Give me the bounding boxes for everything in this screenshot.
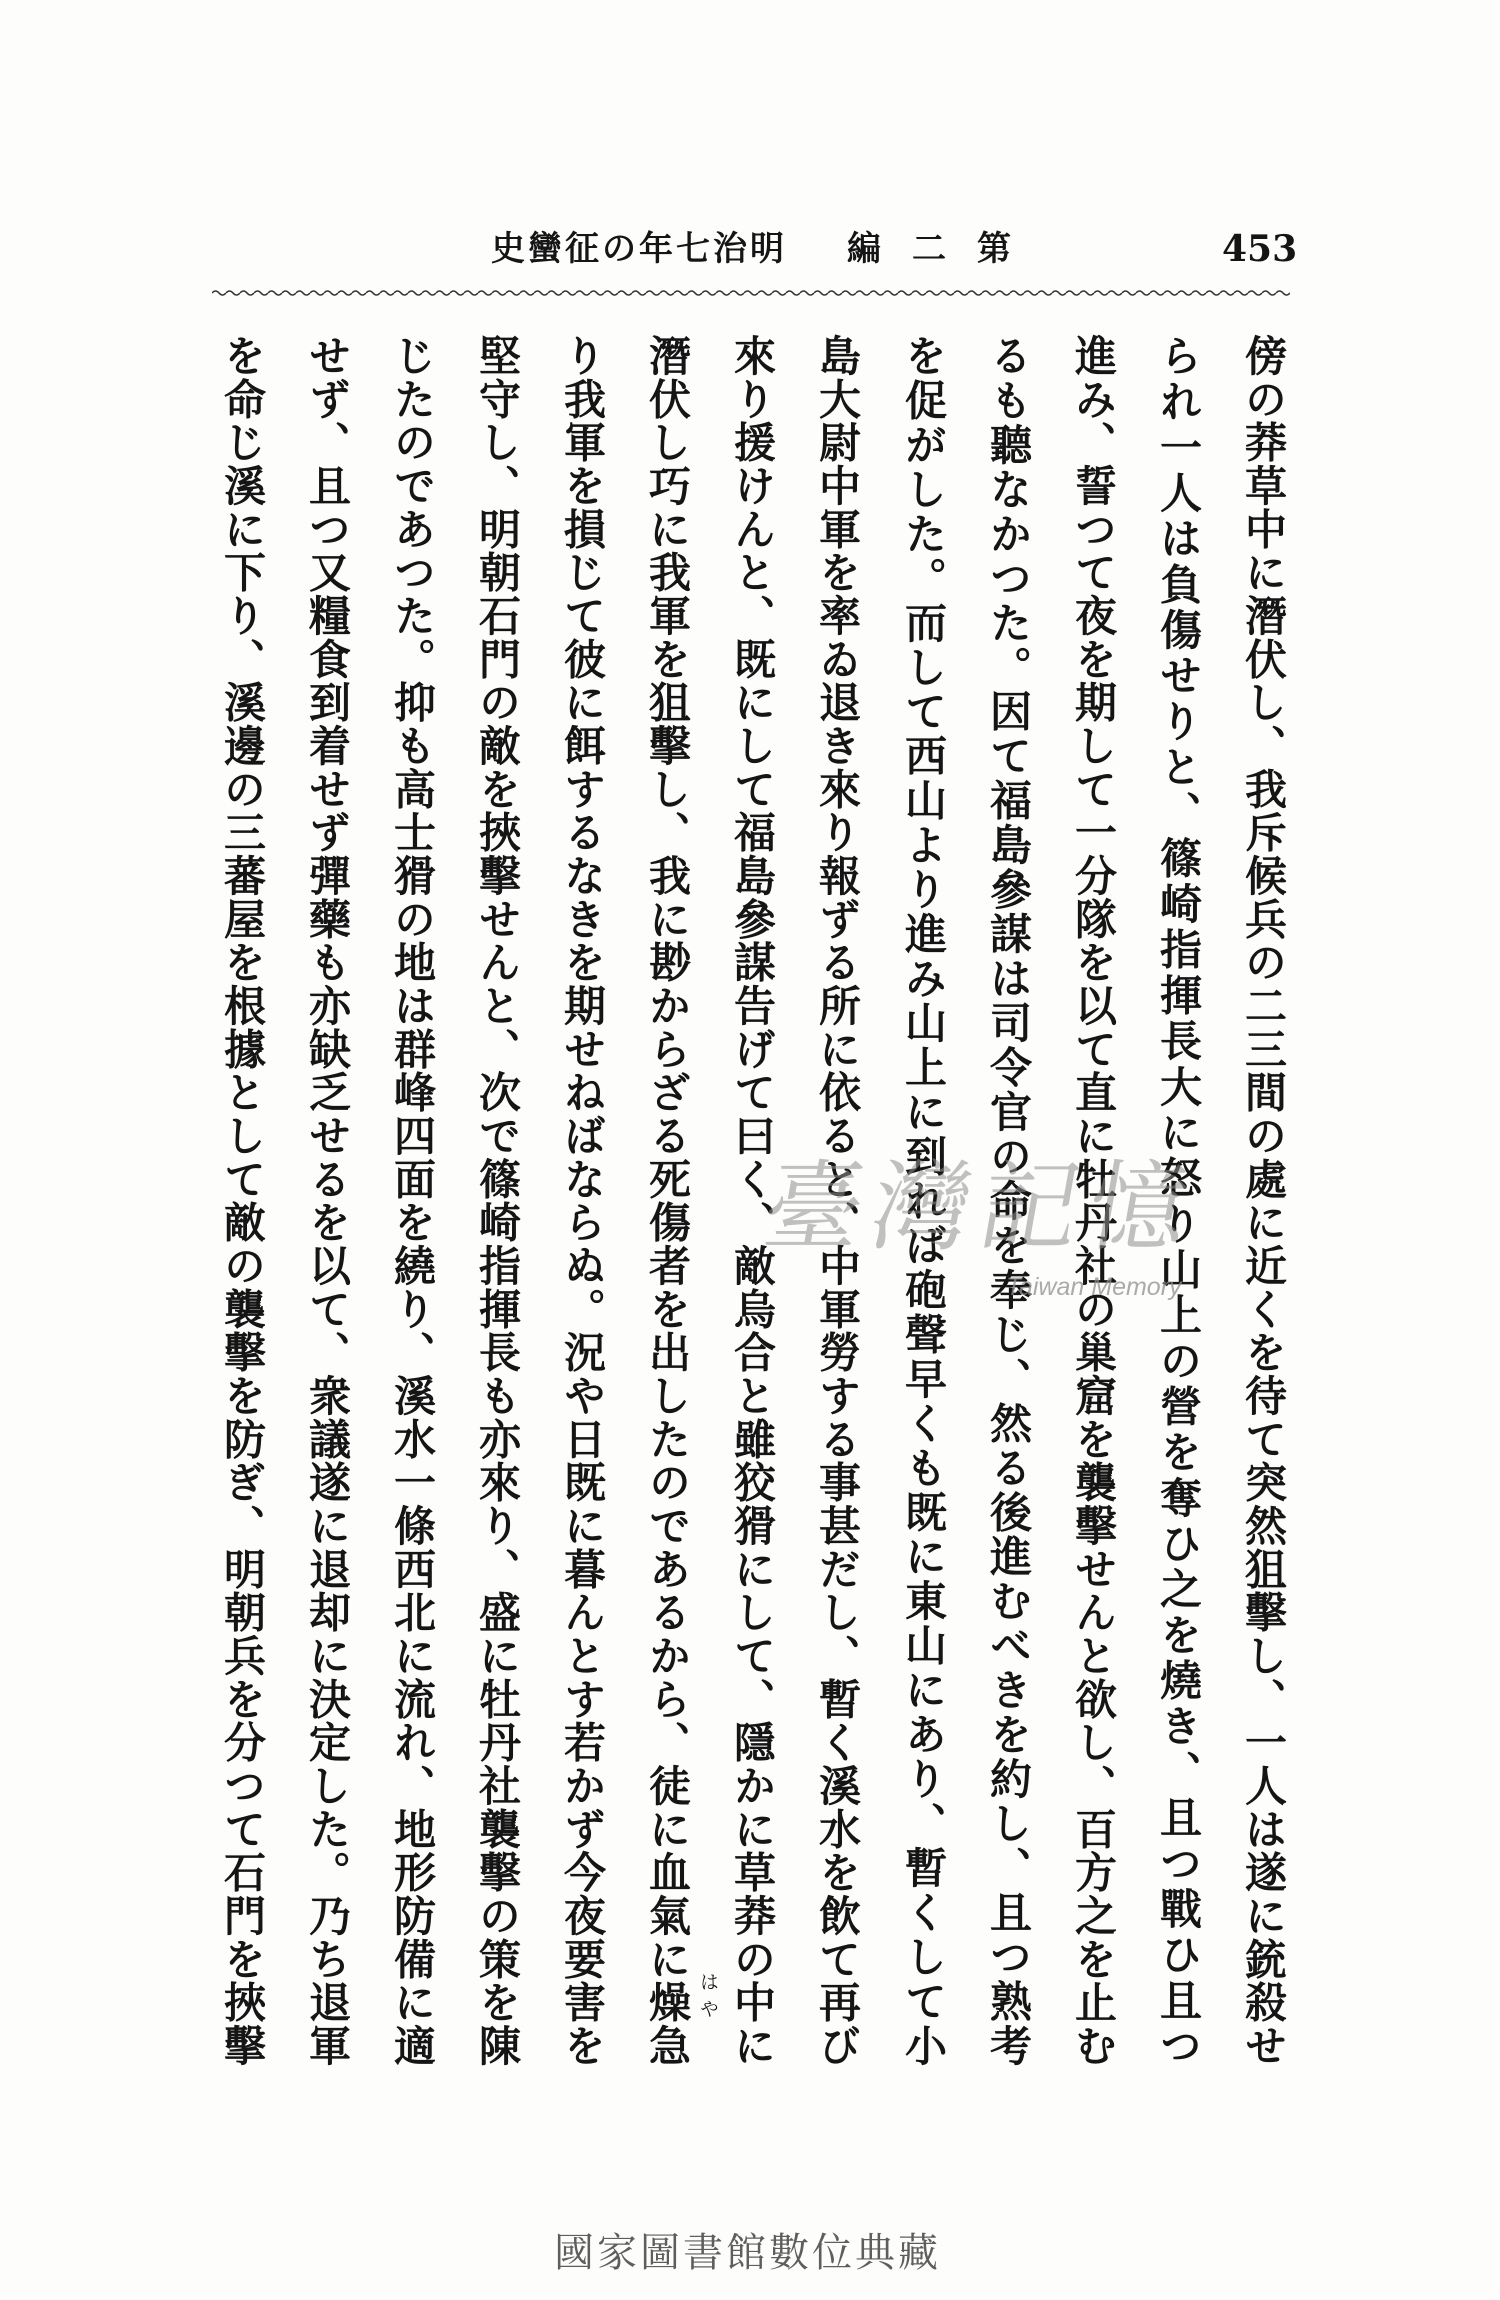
text-column-6: 島大尉中軍を率ゐ退き來り報ずる所に依ると、中軍勞する事甚だし、暫く溪水を飲て再び <box>813 334 862 2066</box>
running-title: 明治七年の征蠻史 <box>491 229 787 269</box>
part-label: 第二編 <box>847 229 1042 269</box>
header-rule <box>212 287 1290 299</box>
page-number: 453 <box>1222 228 1298 270</box>
watermark-logo-subtext: Taiwan Memory <box>1006 1273 1182 1301</box>
text-column-1: 傍の莽草中に潛伏し、我斥候兵の二三間の處に近くを待て突然狙擊し、一人は遂に銃殺せ <box>1239 334 1288 2066</box>
text-column-2: られ一人は負傷せりと、篠崎指揮長大に怒り山上の營を奪ひ之を燒き、且つ戰ひ且つ <box>1154 334 1203 2066</box>
text-column-11: じたのであつた。抑も高士猾の地は群峰四面を繞り、溪水一條西北に流れ、地形防備に適 <box>388 334 437 2066</box>
ruby-annotation: はや <box>697 1972 719 2026</box>
text-column-4: るも聽なかつた。因て福島參謀は司令官の命を奉じ、然る後進むべきを約し、且つ熟考 <box>984 334 1033 2066</box>
text-column-5: を促がした。而して西山より進み山上に到れば砲聲早くも既に東山にあり、暫くして小 <box>899 334 948 2066</box>
text-column-9: り我軍を損じて彼に餌するなきを期せねばならぬ。況や日既に暮んとす若かず今夜要害を <box>558 334 607 2066</box>
archive-credit: 國家圖書館數位典藏 <box>554 2230 941 2276</box>
text-column-3: 進み、誓つて夜を期して一分隊を以て直に牡丹社の巢窟を襲擊せんと欲し、百方之を止む <box>1069 334 1118 2066</box>
watermark-logo: 臺灣記憶 <box>754 1151 1208 1265</box>
text-column-10: 堅守し、明朝石門の敵を挾擊せんと、次で篠崎指揮長も亦來り、盛に牡丹社襲擊の策を陳 <box>473 334 522 2066</box>
text-column-13: を命じ溪に下り、溪邊の三蕃屋を根據として敵の襲擊を防ぎ、明朝兵を分つて石門を挾擊 <box>218 334 267 2066</box>
text-column-12: せず、且つ又糧食到着せず彈藥も亦缺乏せるを以て、衆議遂に退却に決定した。乃ち退軍 <box>303 334 352 2066</box>
text-column-8: 潛伏し巧に我軍を狙擊し、我に尠からざる死傷者を出したのであるから、徒に血氣に燥急 <box>643 334 692 2066</box>
text-column-7: 來り援けんと、既にして福島參謀告げて曰く、敵烏合と雖狡猾にして、隱かに草莽の中に <box>728 334 777 2066</box>
